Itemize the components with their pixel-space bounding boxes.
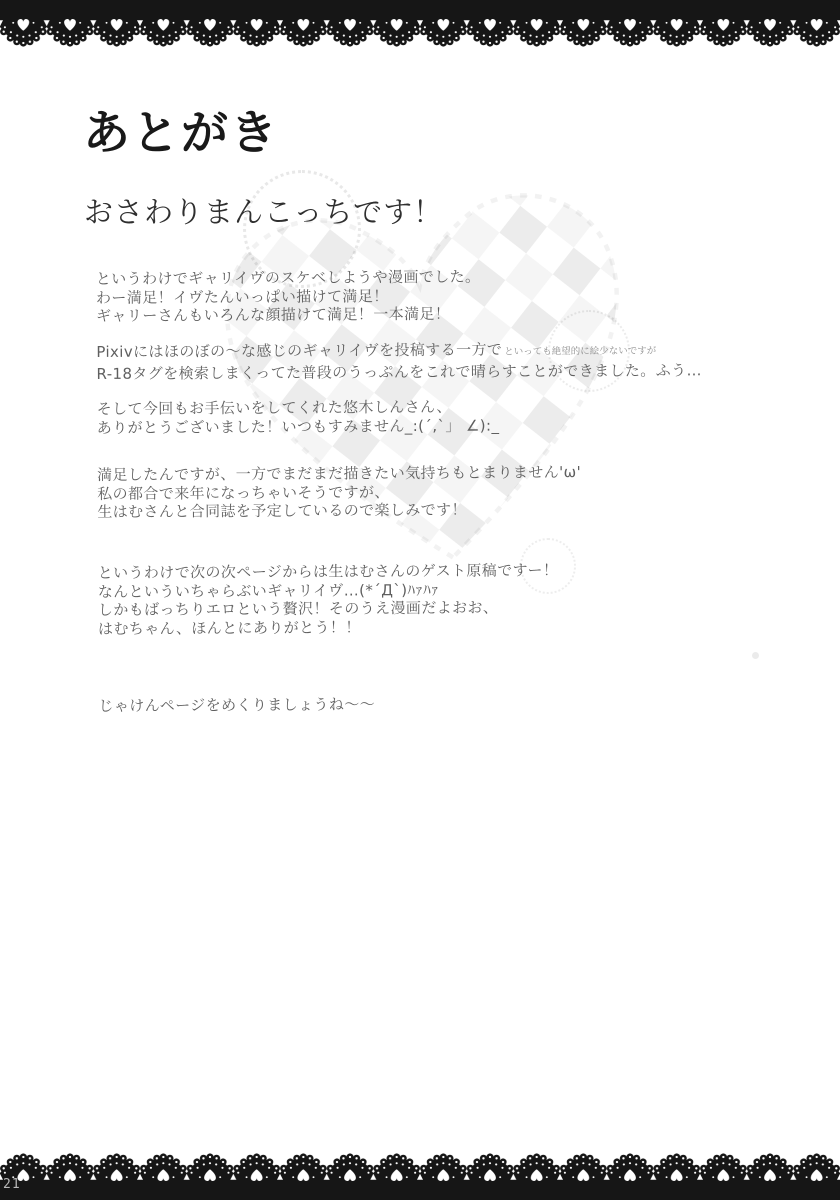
text-line: 満足したんですが、一方でまだまだ描きたい気持ちもとまりません'ω' bbox=[97, 463, 582, 484]
text-line: というわけでギャリイヴのスケベしようや漫画でした。 bbox=[95, 267, 481, 288]
paragraph bbox=[98, 695, 375, 715]
lace-border-top bbox=[0, 0, 840, 56]
text-line: わー満足！イヴたんいっぱい描けて満足！ bbox=[95, 286, 389, 307]
text-line bbox=[96, 339, 702, 364]
text-line: なんといういちゃらぶいギャリイヴ…(*´Д`)ﾊｧﾊｧ bbox=[97, 580, 440, 601]
paragraph bbox=[97, 398, 500, 437]
text-line: R-18タグを検索しまくってた普段のうっぷんをこれで晴らすことができました。ふう… bbox=[96, 360, 702, 383]
text-line: ギャリーさんもいろんな顔描けて満足！一本満足！ bbox=[96, 304, 451, 325]
paragraph bbox=[96, 268, 481, 326]
text-line: そして今回もお手伝いをしてくれた悠木しんさん、 bbox=[96, 397, 452, 418]
paragraph bbox=[97, 463, 581, 521]
page-number: 21 bbox=[3, 1177, 21, 1192]
text-line: 生はむさんと合同誌を予定しているので楽しみです！ bbox=[97, 500, 467, 521]
text-segment: Pixivにはほのぼの～な感じのギャリイヴを投稿する一方で bbox=[96, 340, 503, 361]
lace-border-bottom bbox=[0, 1144, 840, 1200]
page-subtitle: おさわりまんこっちです！ bbox=[84, 195, 444, 229]
text-line: はむちゃん、ほんとにありがとう！！ bbox=[97, 617, 361, 638]
page-title: あとがき bbox=[83, 106, 279, 161]
lace-pattern-bottom-svg bbox=[0, 1144, 840, 1200]
text-aside: といっても絶望的に絵少ないですが bbox=[504, 345, 657, 358]
paragraph bbox=[98, 561, 559, 638]
text-line: ありがとうございました！いつもすみません_:(´,`」 ∠):_ bbox=[96, 416, 500, 437]
paragraph bbox=[96, 339, 702, 383]
lace-pattern-top-svg bbox=[0, 0, 840, 56]
text-line: 私の都合で来年になっちゃいそうですが、 bbox=[97, 482, 390, 503]
text-line: というわけで次の次ページからは生はむさんのゲスト原稿ですー！ bbox=[97, 561, 559, 582]
text-line: しかもばっちりエロという贅沢！そのうえ漫画だよおお、 bbox=[97, 598, 499, 619]
text-line: じゃけんページをめくりましょうね～～ bbox=[98, 695, 376, 715]
